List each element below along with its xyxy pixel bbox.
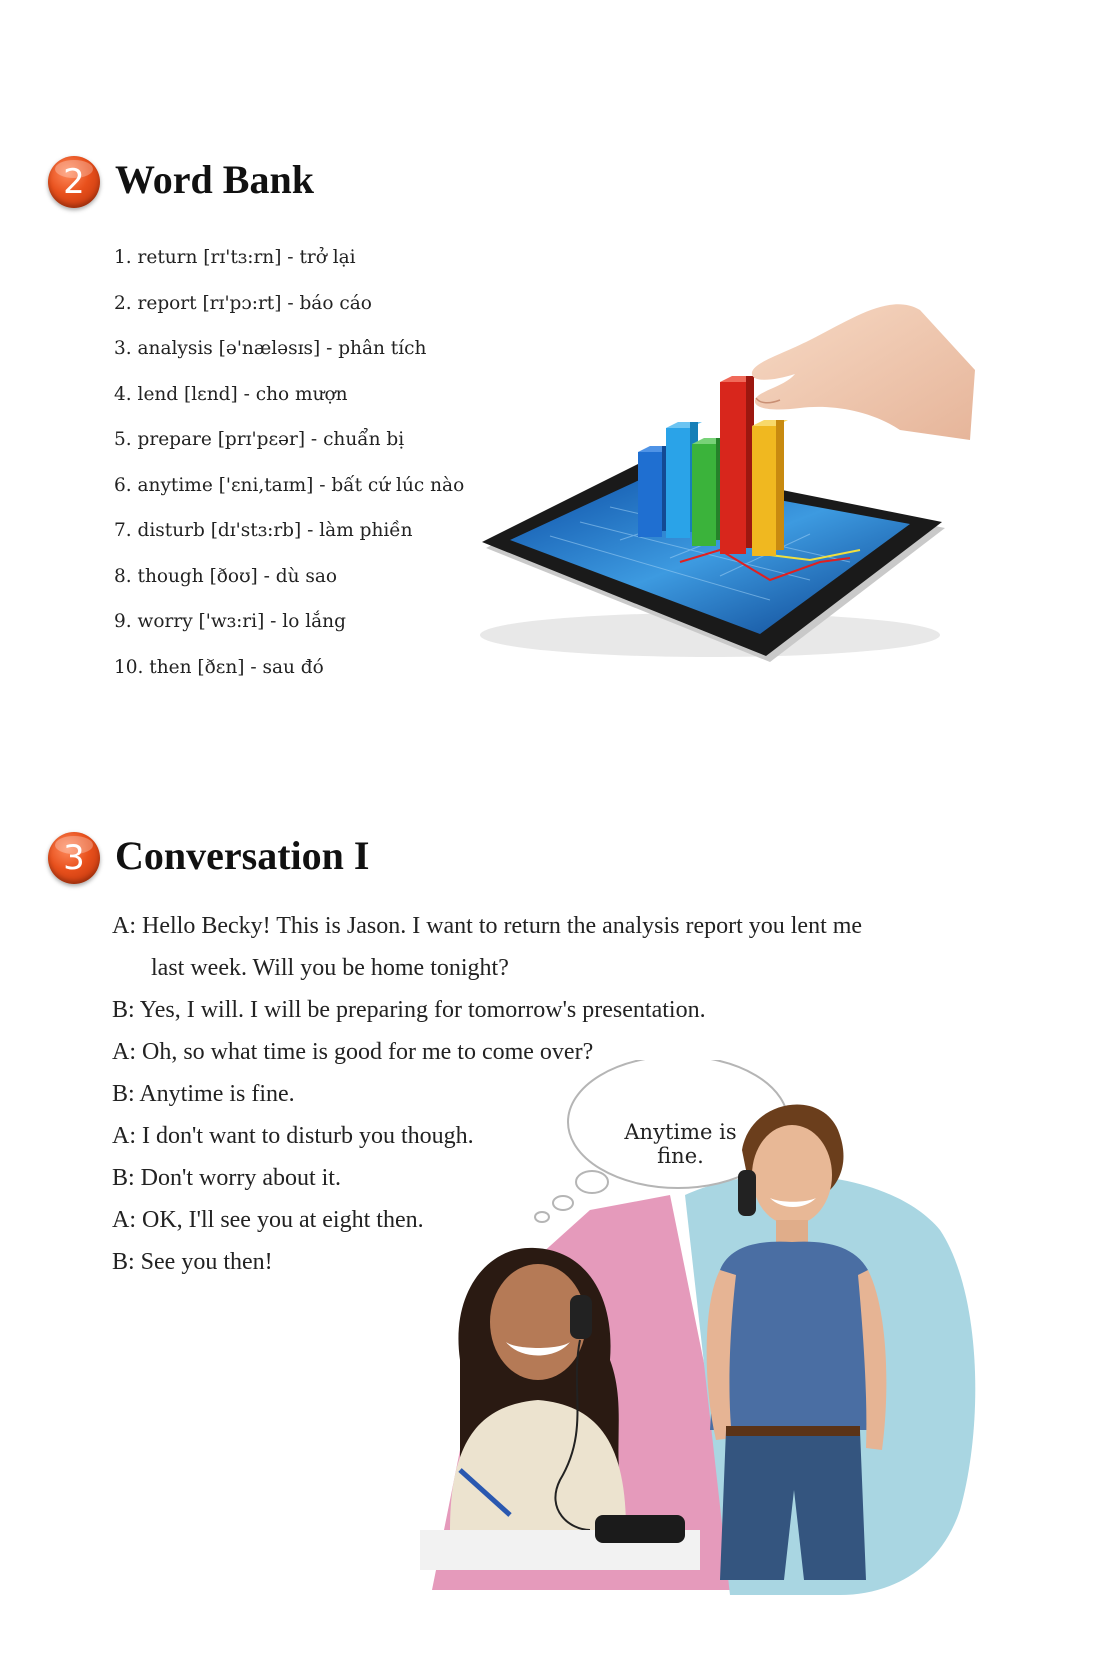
list-item: 6. anytime ['ɛni,taɪm] - bất cứ lúc nào xyxy=(114,474,465,496)
dialogue-line: last week. Will you be home tonight? xyxy=(151,955,509,981)
word-bank-title: Word Bank xyxy=(115,157,314,202)
section-number: 2 xyxy=(63,162,85,202)
list-item: 1. return [rɪ'tɜ:rn] - trở lại xyxy=(114,247,356,268)
list-item: 9. worry ['wɜ:ri] - lo lắng xyxy=(114,611,346,632)
tablet-bar-chart-illustration xyxy=(470,300,990,680)
dialogue-line: B: Yes, I will. I will be preparing for tomorrow's presentation. xyxy=(112,997,706,1023)
section-number: 3 xyxy=(63,838,85,878)
list-item: 4. lend [lɛnd] - cho mượn xyxy=(114,383,348,405)
dialogue-line: B: See you then! xyxy=(112,1249,273,1275)
dialogue-line: A: I don't want to disturb you though. xyxy=(112,1123,474,1149)
vocabulary-list xyxy=(114,248,464,703)
dialogue-line: A: Oh, so what time is good for me to come over? xyxy=(112,1039,594,1065)
conversation-title: Conversation I xyxy=(115,833,370,878)
speech-bubble-text: Anytime is fine. xyxy=(624,1120,737,1168)
list-item: 8. though [ðoʊ] - dù sao xyxy=(114,565,338,587)
section-number-badge xyxy=(48,832,100,884)
list-item: 3. analysis [ə'næləsɪs] - phân tích xyxy=(114,338,427,359)
dialogue-line: B: Don't worry about it. xyxy=(112,1165,341,1191)
dialogue-line: A: OK, I'll see you at eight then. xyxy=(112,1207,424,1233)
dialogue-line: B: Anytime is fine. xyxy=(112,1081,295,1107)
dialogue-line: A: Hello Becky! This is Jason. I want to return the analysis report you lent me xyxy=(112,913,863,939)
list-item: 7. disturb [dɪ'stɜ:rb] - làm phiền xyxy=(114,520,413,541)
list-item: 5. prepare [prɪ'pɛər] - chuẩn bị xyxy=(114,429,405,450)
hand-illustration xyxy=(752,304,975,440)
list-item: 10. then [ðɛn] - sau đó xyxy=(114,656,324,678)
list-item: 2. report [rɪ'pɔ:rt] - báo cáo xyxy=(114,292,372,314)
section-number-badge xyxy=(48,156,100,208)
